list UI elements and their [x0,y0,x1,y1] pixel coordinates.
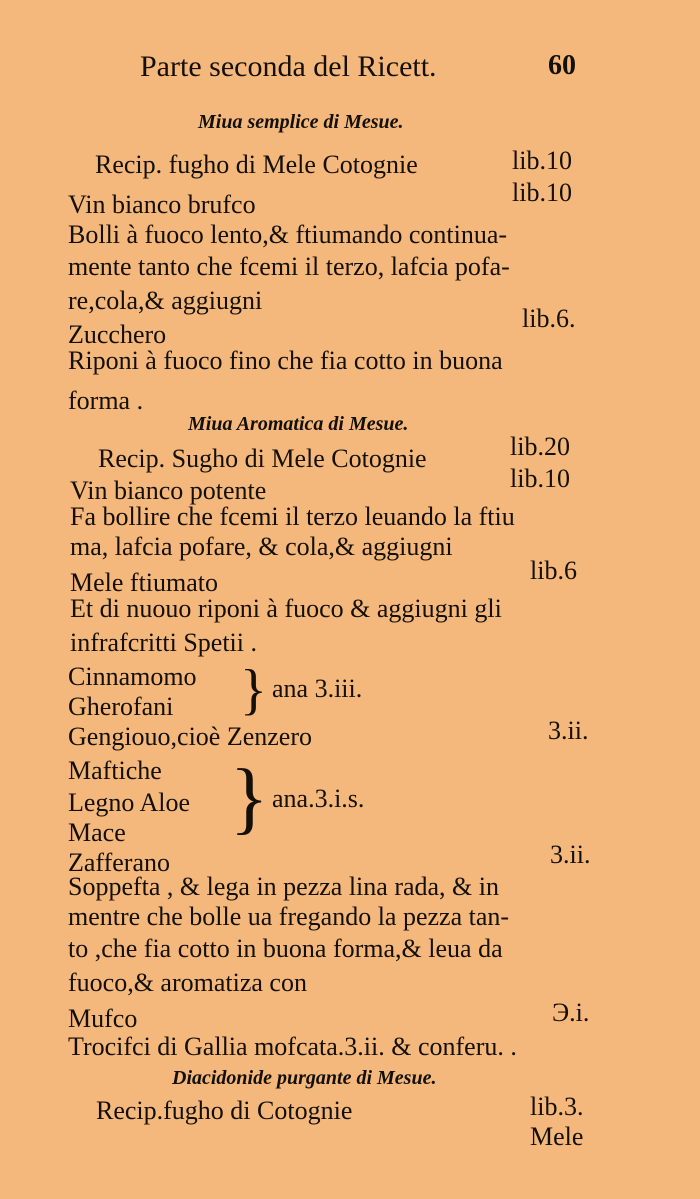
running-head: Parte seconda del Ricett. [140,50,437,83]
quantity: lib.10 [512,178,572,207]
ingredient: Zafferano [68,848,171,877]
ingredient: Legno Aloe [68,788,191,817]
quantity: ana 3.iii. [272,674,363,703]
quantity: ana.3.i.s. [272,784,365,813]
text-line: Riponi à fuoco fino che fia cotto in buona [68,346,503,375]
text-line: Trocifci di Gallia mofcata.3.ii. & conferu. . [68,1032,517,1061]
text-line: infrafcritti Spetii . [70,628,258,657]
text-line: Fa bollire che fcemi il terzo leuando la ftiu [70,502,515,531]
text-line: Et di nuouo riponi à fuoco & aggiugni gli [70,594,502,623]
section-heading: Diacidonide purgante di Mesue. [172,1067,437,1089]
quantity: lib.6 [530,556,577,585]
quantity: lib.3. [530,1092,584,1121]
quantity: 3.ii. [550,840,591,869]
text-line: Mele ftiumato [70,568,219,597]
quantity: lib.20 [510,432,570,461]
text-line: Vin bianco potente [70,476,267,505]
text-line: mente tanto che fcemi il terzo, lafcia pofa- [68,252,510,281]
text-line: Recip. Sugho di Mele Cotognie [98,444,427,473]
ingredient: Maftiche [68,756,162,785]
page-number: 60 [548,50,576,81]
text-line: Vin bianco brufco [68,190,256,219]
ingredient: Gengiouo,cioè Zenzero [68,722,313,751]
quantity: 3.ii. [548,716,589,745]
catchword: Mele [530,1122,584,1151]
text-line: Zucchero [68,320,167,349]
ingredient: Mace [68,818,126,847]
quantity: Э.i. [552,998,590,1027]
text-line: forma . [68,386,144,415]
section-heading: Miua Aromatica di Mesue. [188,413,409,435]
quantity: lib.10 [510,464,570,493]
curly-brace-icon: } [230,754,269,842]
section-heading: Miua semplice di Mesue. [198,111,404,133]
ingredient: Cinnamomo [68,662,197,691]
text-line: Mufco [68,1004,138,1033]
text-line: ma, lafcia pofare, & cola,& aggiugni [70,532,453,561]
text-line: Recip. fugho di Mele Cotognie [95,150,418,179]
text-line: to ,che fia cotto in buona forma,& leua da [68,934,503,963]
curly-brace-icon: } [240,659,267,721]
text-line: Recip.fugho di Cotognie [96,1096,353,1125]
quantity: lib.6. [522,304,576,333]
quantity: lib.10 [512,146,572,175]
text-line: fuoco,& aromatiza con [68,968,307,997]
text-line: Soppefta , & lega in pezza lina rada, & in [68,872,500,901]
text-line: Bolli à fuoco lento,& ftiumando continua- [68,220,508,249]
text-line: re,cola,& aggiugni [68,286,263,315]
text-line: mentre che bolle ua fregando la pezza tan- [68,902,510,931]
ingredient: Gherofani [68,692,174,721]
